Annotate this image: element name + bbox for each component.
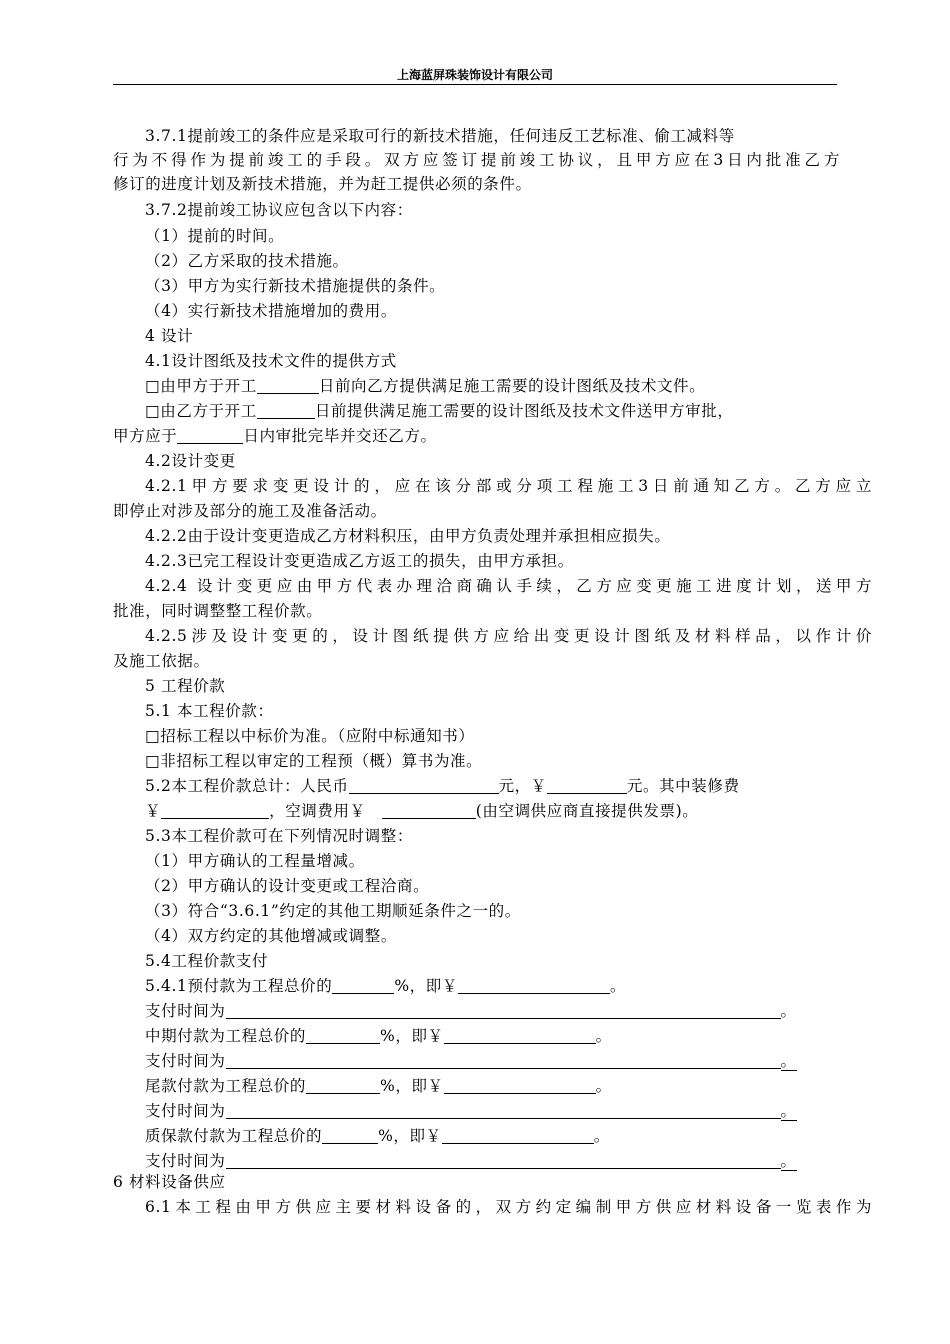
list-item-1: （1）提前的时间。: [145, 227, 285, 245]
blank-time-field[interactable]: [226, 1101, 781, 1119]
clause-4-2-5-line-1: 4.2.5涉及设计变更的，设计图纸提供方应给出变更设计图纸及材料样品，以作计价: [145, 627, 872, 645]
blank-time-field[interactable]: [226, 1151, 781, 1169]
blank-amount-field[interactable]: [161, 801, 269, 819]
blank-time-field[interactable]: [226, 1051, 781, 1069]
blank-percent-field[interactable]: [306, 1076, 380, 1094]
final-payment: 尾款付款为工程总价的 %，即￥ 。: [145, 1077, 612, 1095]
interim-payment: 中期付款为工程总价的 %，即￥ 。: [145, 1027, 612, 1045]
adjust-item-1: （1）甲方确认的工程量增减。: [145, 852, 365, 870]
design-option-b-cont: 甲方应于 日内审批完毕并交还乙方。: [113, 427, 437, 445]
price-option-budget: □非招标工程以审定的工程预（概）算书为准。: [145, 752, 483, 770]
clause-3-7-1-line-1: 3.7.1提前竣工的条件应是采取可行的新技术措施，任何违反工艺标准、偷工减料等: [145, 127, 735, 145]
blank-amount-field[interactable]: [349, 776, 499, 794]
design-option-b: □由乙方于开工 日前提供满足施工需要的设计图纸及技术文件送甲方审批，: [145, 402, 734, 420]
clause-5-4: 5.4工程价款支付: [145, 952, 269, 970]
clause-4-2-3: 4.2.3已完工程设计变更造成乙方返工的损失，由甲方承担。: [145, 552, 574, 570]
blank-days-field[interactable]: [177, 426, 243, 444]
blank-amount-field[interactable]: [382, 801, 476, 819]
clause-6-1: 6.1本工程由甲方供应主要材料设备的，双方约定编制甲方供应材料设备一览表作为: [145, 1198, 872, 1216]
clause-4-2-2: 4.2.2由于设计变更造成乙方材料积压，由甲方负责处理并承担相应损失。: [145, 527, 671, 545]
final-payment-time: 支付时间为 。: [145, 1102, 797, 1120]
header-divider: [113, 84, 837, 85]
advance-payment: 5.4.1预付款为工程总价的 %，即￥ 。: [145, 977, 627, 995]
price-option-tender: □招标工程以中标价为准。（应附中标通知书）: [145, 727, 475, 745]
section-6-heading: 6 材料设备供应: [113, 1173, 226, 1191]
blank-amount-field[interactable]: [442, 1126, 594, 1144]
clause-4-2-4-line-1: 4.2.4 设计变更应由甲方代表办理洽商确认手续，乙方应变更施工进度计划，送甲方: [145, 577, 872, 595]
blank-percent-field[interactable]: [322, 1126, 378, 1144]
blank-amount-field[interactable]: [444, 1076, 596, 1094]
clause-3-7-1-line-3: 修订的进度计划及新技术措施，并为赶工提供必须的条件。: [113, 175, 532, 193]
advance-payment-time: 支付时间为 。: [145, 1002, 797, 1020]
blank-days-field[interactable]: [257, 376, 319, 394]
blank-amount-field[interactable]: [547, 776, 627, 794]
clause-4-2-5-line-2: 及施工依据。: [113, 652, 210, 670]
clause-4-2-1-line-2: 即停止对涉及部分的施工及准备活动。: [113, 502, 387, 520]
section-4-heading: 4 设计: [145, 327, 194, 345]
section-5-heading: 5 工程价款: [145, 677, 226, 695]
clause-5-3: 5.3本工程价款可在下列情况时调整：: [145, 827, 413, 845]
blank-amount-field[interactable]: [458, 976, 610, 994]
adjust-item-2: （2）甲方确认的设计变更或工程洽商。: [145, 877, 430, 895]
clause-4-2-4-line-2: 批准，同时调整整工程价款。: [113, 602, 323, 620]
retention-payment: 质保款付款为工程总价的 %，即￥ 。: [145, 1127, 610, 1145]
clause-5-1: 5.1 本工程价款：: [145, 702, 274, 720]
clause-5-2-line-2: ￥ ，空调费用￥ (由空调供应商直接提供发票)。: [145, 802, 699, 820]
blank-percent-field[interactable]: [332, 976, 394, 994]
clause-3-7-1-line-2: 行为不得作为提前竣工的手段。双方应签订提前竣工协议，且甲方应在3日内批准乙方: [113, 151, 840, 169]
list-item-4: （4）实行新技术措施增加的费用。: [145, 302, 397, 320]
clause-4-2-1-line-1: 4.2.1甲方要求变更设计的，应在该分部或分项工程施工3日前通知乙方。乙方应立: [145, 477, 872, 495]
blank-amount-field[interactable]: [444, 1026, 596, 1044]
interim-payment-time: 支付时间为 。: [145, 1052, 797, 1070]
clause-4-2: 4.2设计变更: [145, 452, 236, 470]
company-header: 上海蓝屏珠装饰设计有限公司: [396, 68, 553, 82]
clause-5-2-line-1: 5.2本工程价款总计：人民币 元，￥ 元。其中装修费: [145, 777, 740, 795]
clause-4-1: 4.1设计图纸及技术文件的提供方式: [145, 352, 397, 370]
adjust-item-4: （4）双方约定的其他增减或调整。: [145, 927, 397, 945]
list-item-2: （2）乙方采取的技术措施。: [145, 252, 349, 270]
blank-days-field[interactable]: [257, 401, 315, 419]
blank-percent-field[interactable]: [306, 1026, 380, 1044]
retention-payment-time: 支付时间为 。: [145, 1152, 797, 1170]
adjust-item-3: （3）符合“3.6.1”约定的其他工期顺延条件之一的。: [145, 902, 521, 920]
design-option-a: □由甲方于开工 日前向乙方提供满足施工需要的设计图纸及技术文件。: [145, 377, 706, 395]
clause-3-7-2: 3.7.2提前竣工协议应包含以下内容：: [145, 201, 413, 219]
blank-time-field[interactable]: [226, 1001, 781, 1019]
list-item-3: （3）甲方为实行新技术措施提供的条件。: [145, 277, 446, 295]
